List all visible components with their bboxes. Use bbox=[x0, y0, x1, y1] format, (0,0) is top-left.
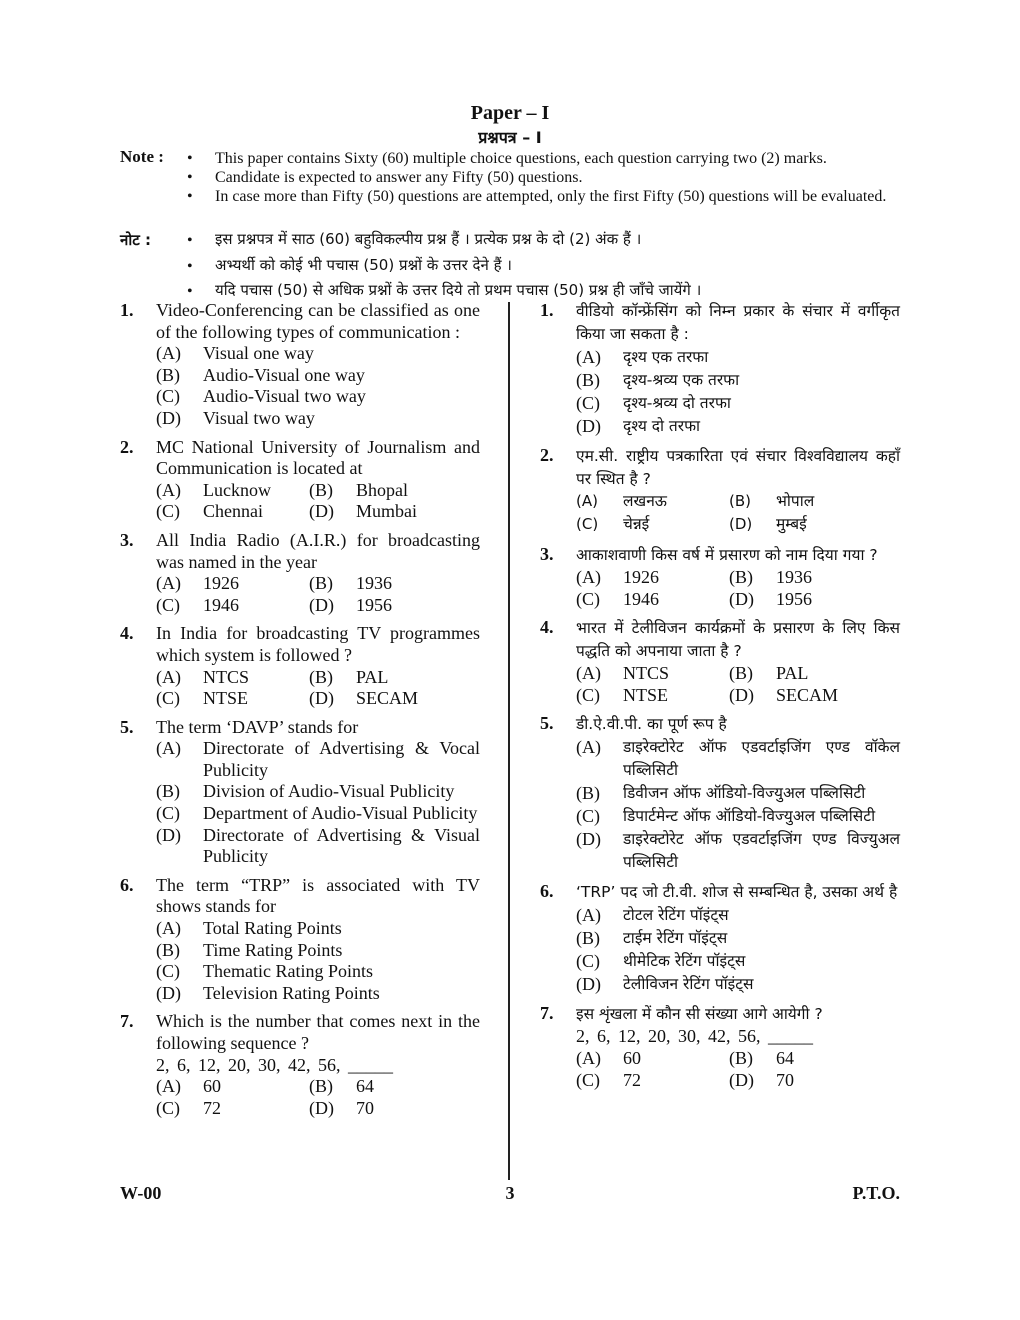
question-6-hindi: 6. ‘TRP’ पद जो टी.वी. शोज से सम्बन्धित है, उसका अर्थ है (A) टोटल रेटिंग पॉइंट्स (B) टाईम रेटिंग पॉइंट्स (C) थीमेटिक रेटिंग पॉइंट्स (D) टेलीविजन रेटिंग पॉइंट्स bbox=[540, 881, 900, 996]
note-hindi-item-2: अभ्यर्थी को कोई भी पचास (50) प्रश्नों के उत्तर देने हैं । bbox=[215, 256, 512, 274]
option: थीमेटिक रेटिंग पॉइंट्स bbox=[623, 952, 746, 971]
note-item-1: This paper contains Sixty (60) multiple choice questions, each question carrying two (2) marks. bbox=[215, 150, 827, 167]
question-3-hindi: 3. आकाशवाणी किस वर्ष में प्रसारण को नाम दिया गया ? (A) 1926 (B) 1936 (C) 1946 (D) 1956 bbox=[540, 544, 900, 610]
number-sequence: 2, 6, 12, 20, 30, 42, 56, _____ bbox=[156, 1054, 393, 1075]
question-1: 1. Video-Conferencing can be classified as one of the following types of communication : (A) Visual one way (B) Audio-Visual one way (C) Audio-Visual two way (D) Visual two way bbox=[120, 300, 480, 428]
question-5-hindi: 5. डी.ऐ.वी.पी. का पूर्ण रूप है (A) डाइरेक्टोरेट ऑफ एडवर्टाइजिंग एण्ड वॉकेल पब्लिसिटी (B) डिवीजन ऑफ ऑडियो-विज्युअल पब्लिसिटी (C) डिपार्टमेन्ट ऑफ ऑडियो-विज्युअल पब्लिसिटी (D) डाइरेक्टोरेट ऑफ एडवर्टाइजिंग एण्ड विज्युअल पब्लिसिटी bbox=[540, 713, 900, 874]
option: Audio-Visual two way bbox=[203, 386, 366, 407]
question-text: एम.सी. राष्ट्रीय पत्रकारिता एवं संचार विश्वविद्यालय कहाँ पर स्थित है ? bbox=[576, 447, 900, 488]
option-row: (A) NTCS (B) PAL bbox=[156, 666, 389, 687]
option-row: (A) Lucknow (B) Bhopal bbox=[156, 479, 408, 500]
option: डाइरेक्टोरेट ऑफ एडवर्टाइजिंग एण्ड वॉकेल पब्लिसिटी bbox=[623, 738, 900, 780]
option-row: (C) 1946 (D) 1956 bbox=[156, 594, 392, 615]
option-row: (C) 1946 (D) 1956 bbox=[576, 588, 812, 609]
question-text: Which is the number that comes next in the following sequence ? bbox=[156, 1011, 480, 1053]
note-item-3: In case more than Fifty (50) questions are attempted, only the first Fifty (50) questions will be evaluated. bbox=[215, 188, 887, 205]
option: Total Rating Points bbox=[203, 918, 342, 939]
questions-hindi bbox=[540, 300, 900, 1098]
option: Directorate of Advertising & Vocal Publicity bbox=[203, 738, 480, 780]
question-text: वीडियो कॉन्फ्रेंसिंग को निम्न प्रकार के संचार में वर्गीकृत किया जा सकता है : bbox=[576, 302, 900, 343]
option-row: (A) 60 (B) 64 bbox=[576, 1047, 794, 1068]
question-text: MC National University of Journalism and Communication is located at bbox=[156, 436, 480, 479]
option-row: (C) 72 (D) 70 bbox=[156, 1097, 374, 1118]
question-2: 2. MC National University of Journalism and Communication is located at (A) Lucknow (B) Bhopal (C) Chennai (D) Mumbai bbox=[120, 436, 480, 522]
option-row: (C) NTSE (D) SECAM bbox=[156, 688, 419, 709]
option-row: (A) 60 (B) 64 bbox=[156, 1076, 374, 1097]
option: टेलीविजन रेटिंग पॉइंट्स bbox=[623, 975, 754, 994]
option: Time Rating Points bbox=[203, 939, 343, 960]
question-text: Video-Conferencing can be classified as one of the following types of communication : bbox=[156, 300, 480, 342]
page-number: 3 bbox=[505, 1183, 515, 1203]
option: Visual one way bbox=[203, 343, 314, 364]
option: दृश्य दो तरफा bbox=[623, 417, 701, 435]
option: टोटल रेटिंग पॉइंट्स bbox=[623, 906, 729, 925]
note-bullet: • bbox=[187, 283, 193, 300]
note-label: Note : bbox=[120, 147, 164, 166]
option: टाईम रेटिंग पॉइंट्स bbox=[623, 929, 728, 948]
paper-title-hindi: प्रश्नपत्र – I bbox=[478, 128, 542, 147]
question-text: डी.ऐ.वी.पी. का पूर्ण रूप है bbox=[576, 715, 727, 734]
option: डिपार्टमेन्ट ऑफ ऑडियो-विज्युअल पब्लिसिटी bbox=[623, 807, 876, 826]
column-divider bbox=[508, 302, 510, 1180]
question-5: 5. The term ‘DAVP’ stands for (A) Directorate of Advertising & Vocal Publicity (B) Division of Audio-Visual Publicity (C) Department of Audio-Visual Publicity (D) Directorate of Advertising & Visual Publicity bbox=[120, 716, 480, 867]
option: दृश्य एक तरफा bbox=[623, 348, 709, 366]
option: Visual two way bbox=[203, 407, 315, 428]
question-3: 3. All India Radio (A.I.R.) for broadcasting was named in the year (A) 1926 (B) 1936 (C) 1946 (D) 1956 bbox=[120, 529, 480, 615]
option: Television Rating Points bbox=[203, 982, 380, 1003]
questions-english bbox=[120, 300, 480, 1126]
question-1-hindi: 1. वीडियो कॉन्फ्रेंसिंग को निम्न प्रकार के संचार में वर्गीकृत किया जा सकता है : (A) दृश्य एक तरफा (B) दृश्य-श्रव्य एक तरफा (C) दृश्य-श्रव्य दो तरफा (D) दृश्य दो तरफा bbox=[540, 300, 900, 436]
note-bullet: • bbox=[187, 150, 193, 167]
note-label-hindi: नोट : bbox=[120, 231, 151, 249]
pto-label: P.T.O. bbox=[852, 1183, 900, 1203]
question-text: The term ‘DAVP’ stands for bbox=[156, 716, 359, 737]
paper-code: W-00 bbox=[120, 1183, 162, 1203]
option-row: (A) NTCS (B) PAL bbox=[576, 663, 809, 684]
note-item-2: Candidate is expected to answer any Fifty (50) questions. bbox=[215, 169, 583, 186]
option-row: (A) 1926 (B) 1936 bbox=[576, 567, 812, 587]
note-bullet: • bbox=[187, 188, 193, 205]
question-text: The term “TRP” is associated with TV shows stands for bbox=[156, 874, 480, 917]
note-hindi-item-3: यदि पचास (50) से अधिक प्रश्नों के उत्तर दिये तो प्रथम पचास (50) प्रश्न ही जाँचे जायेंगे । bbox=[215, 281, 702, 299]
option: Department of Audio-Visual Publicity bbox=[203, 803, 478, 824]
option-row: (A) लखनऊ (B) भोपाल bbox=[576, 492, 815, 510]
option: दृश्य-श्रव्य एक तरफा bbox=[623, 371, 740, 389]
note-bullet: • bbox=[187, 169, 193, 186]
question-4: 4. In India for broadcasting TV programmes which system is followed ? (A) NTCS (B) PAL (C) NTSE (D) SECAM bbox=[120, 623, 480, 709]
option: Division of Audio-Visual Publicity bbox=[203, 781, 455, 802]
question-2-hindi: 2. एम.सी. राष्ट्रीय पत्रकारिता एवं संचार विश्वविद्यालय कहाँ पर स्थित है ? (A) लखनऊ (B) भोपाल (C) चेन्नई (D) मुम्बई bbox=[540, 445, 900, 537]
note-bullet: • bbox=[187, 258, 193, 275]
option-row: (C) NTSE (D) SECAM bbox=[576, 684, 839, 705]
option-row: (C) चेन्नई (D) मुम्बई bbox=[576, 515, 807, 533]
question-text: In India for broadcasting TV programmes which system is followed ? bbox=[156, 623, 480, 665]
question-text: All India Radio (A.I.R.) for broadcasting was named in the year bbox=[156, 529, 480, 572]
option: Directorate of Advertising & Visual Publicity bbox=[203, 824, 480, 867]
note-hindi-item-1: इस प्रश्नपत्र में साठ (60) बहुविकल्पीय प्रश्न हैं । प्रत्येक प्रश्न के दो (2) अंक हैं । bbox=[215, 230, 642, 248]
option: दृश्य-श्रव्य दो तरफा bbox=[623, 394, 731, 412]
question-7: 7. Which is the number that comes next in the following sequence ? 2, 6, 12, 20, 30, 42, 56, _____ (A) 60 (B) 64 (C) 72 (D) 70 bbox=[120, 1011, 480, 1118]
option: Thematic Rating Points bbox=[203, 961, 373, 982]
option: Audio-Visual one way bbox=[203, 364, 365, 385]
question-text: ‘TRP’ पद जो टी.वी. शोज से सम्बन्धित है, उसका अर्थ है bbox=[576, 883, 898, 902]
question-7-hindi: 7. इस शृंखला में कौन सी संख्या आगे आयेगी ? 2, 6, 12, 20, 30, 42, 56, _____ (A) 60 (B) 64 (C) 72 (D) 70 bbox=[540, 1003, 900, 1091]
question-4-hindi: 4. भारत में टेलीविजन कार्यक्रमों के प्रसारण के लिए किस पद्धति को अपनाया जाता है ? (A) NTCS (B) PAL (C) NTSE (D) SECAM bbox=[540, 617, 900, 705]
number-sequence: 2, 6, 12, 20, 30, 42, 56, _____ bbox=[576, 1026, 813, 1047]
option-row: (C) 72 (D) 70 bbox=[576, 1069, 794, 1090]
option-row: (A) 1926 (B) 1936 bbox=[156, 573, 392, 594]
option: डिवीजन ऑफ ऑडियो-विज्युअल पब्लिसिटी bbox=[623, 784, 866, 803]
option-row: (C) Chennai (D) Mumbai bbox=[156, 501, 417, 522]
option: डाइरेक्टोरेट ऑफ एडवर्टाइजिंग एण्ड विज्युअल पब्लिसिटी bbox=[623, 830, 900, 872]
paper-title: Paper – I bbox=[470, 102, 550, 124]
note-bullet: • bbox=[187, 232, 193, 249]
question-text: इस शृंखला में कौन सी संख्या आगे आयेगी ? bbox=[576, 1005, 823, 1024]
question-text: आकाशवाणी किस वर्ष में प्रसारण को नाम दिया गया ? bbox=[576, 546, 878, 564]
question-text: भारत में टेलीविजन कार्यक्रमों के प्रसारण के लिए किस पद्धति को अपनाया जाता है ? bbox=[576, 619, 900, 661]
question-6: 6. The term “TRP” is associated with TV shows stands for (A) Total Rating Points (B) Time Rating Points (C) Thematic Rating Points (D) Television Rating Points bbox=[120, 874, 480, 1003]
